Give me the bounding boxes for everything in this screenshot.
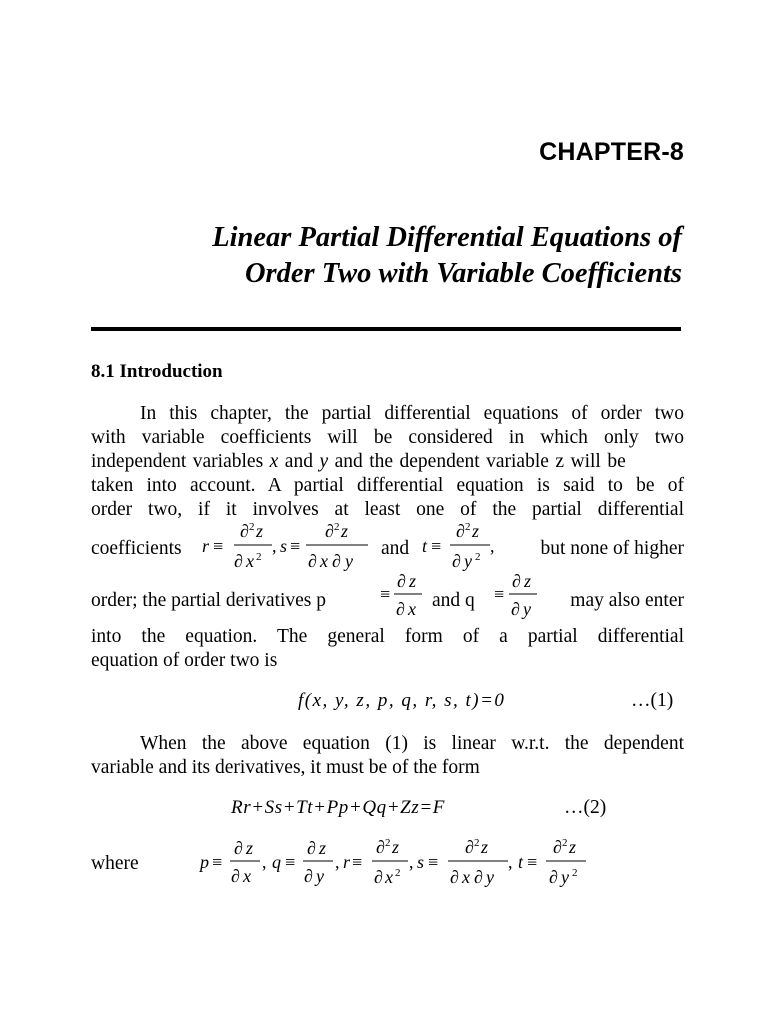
svg-text:∂: ∂ xyxy=(240,521,249,541)
svg-text:z: z xyxy=(246,838,254,858)
chapter-title-line-2: Order Two with Variable Coefficients xyxy=(244,258,682,289)
para1-line-1: In this chapter, the partial differential equations of order two xyxy=(140,403,684,424)
svg-text:,: , xyxy=(508,852,513,872)
svg-text:x: x xyxy=(408,599,416,619)
svg-text:≡: ≡ xyxy=(428,852,439,872)
svg-text:2: 2 xyxy=(256,551,262,563)
svg-text:2: 2 xyxy=(249,521,255,533)
equation-1: f(x, y, z, p, q, r, s, t)=0 xyxy=(298,690,506,711)
svg-text:∂: ∂ xyxy=(307,838,316,858)
svg-text:z: z xyxy=(472,521,480,541)
svg-text:≡: ≡ xyxy=(431,536,442,556)
para1-line-3-text-b: and the dependent variable z will be xyxy=(334,451,626,472)
svg-text:,: , xyxy=(262,852,267,872)
coefficients-text: coefficients xyxy=(91,538,182,559)
var-y: y xyxy=(319,451,329,472)
svg-text:≡: ≡ xyxy=(285,852,296,872)
chapter-title xyxy=(62,220,682,292)
and-text-1: and xyxy=(381,538,410,559)
svg-text:,: , xyxy=(272,536,277,556)
svg-text:q: q xyxy=(272,852,281,872)
order-text: order; the partial derivatives p xyxy=(91,590,326,611)
svg-text:2: 2 xyxy=(395,867,401,879)
svg-text:z: z xyxy=(392,837,400,857)
svg-text:∂: ∂ xyxy=(332,551,341,571)
section-heading: 8.1 Introduction xyxy=(91,361,223,382)
svg-text:≡: ≡ xyxy=(494,584,505,604)
where-definitions xyxy=(196,834,592,894)
var-x: x xyxy=(269,451,279,472)
svg-text:z: z xyxy=(409,572,417,591)
svg-text:≡: ≡ xyxy=(352,852,363,872)
svg-text:,: , xyxy=(490,536,495,556)
svg-text:y: y xyxy=(464,551,472,571)
svg-text:x: x xyxy=(243,866,251,886)
svg-text:∂: ∂ xyxy=(456,521,465,541)
equation-1-label: …(1) xyxy=(631,690,674,711)
svg-text:r: r xyxy=(343,852,351,872)
svg-text:∂: ∂ xyxy=(450,867,459,887)
svg-text:2: 2 xyxy=(385,837,391,849)
svg-text:∂: ∂ xyxy=(511,599,520,619)
svg-text:y: y xyxy=(316,866,324,886)
svg-text:∂: ∂ xyxy=(308,551,317,571)
para2-line-1: When the above equation (1) is linear w.r.t. the dependent xyxy=(140,733,684,754)
para1-line-3-text-a: independent variables xyxy=(91,451,264,472)
svg-text:x: x xyxy=(320,551,328,571)
svg-text:∂: ∂ xyxy=(397,572,406,591)
para1-line-2: with variable coefficients will be considered in which only two xyxy=(91,427,684,448)
svg-text:≡: ≡ xyxy=(212,852,223,872)
q-definition xyxy=(492,572,544,624)
svg-text:2: 2 xyxy=(474,837,480,849)
svg-text:∂: ∂ xyxy=(474,867,483,887)
svg-text:,: , xyxy=(335,852,340,872)
where-label: where xyxy=(91,853,139,874)
svg-text:2: 2 xyxy=(562,837,568,849)
chapter-label: CHAPTER-8 xyxy=(539,138,684,166)
para2-line-2: variable and its derivatives, it must be of the form xyxy=(91,757,480,778)
svg-text:y: y xyxy=(523,599,531,619)
and-q-text: and q xyxy=(432,590,475,611)
svg-text:2: 2 xyxy=(572,867,578,879)
math-s: s xyxy=(280,536,288,556)
svg-text:∂: ∂ xyxy=(452,551,461,571)
svg-text:z: z xyxy=(481,837,489,857)
svg-text:x: x xyxy=(462,867,470,887)
svg-text:∂: ∂ xyxy=(234,551,243,571)
svg-text:y: y xyxy=(486,867,494,887)
t-definition xyxy=(418,520,498,576)
para1-line-5: order two, if it involves at least one of the partial differential xyxy=(91,499,684,520)
equation-2: Rr+Ss+Tt+Pp+Qq+Zz=F xyxy=(231,797,445,818)
svg-text:z: z xyxy=(569,837,577,857)
svg-text:2: 2 xyxy=(465,521,471,533)
para1-line-3-and: and xyxy=(284,451,313,472)
svg-text:∂: ∂ xyxy=(549,867,558,887)
chapter-title-line-1: Linear Partial Differential Equations of xyxy=(212,222,682,253)
svg-text:p: p xyxy=(200,852,209,872)
svg-text:s: s xyxy=(417,852,425,872)
svg-text:≡: ≡ xyxy=(290,536,301,556)
svg-text:z: z xyxy=(319,838,327,858)
svg-text:x: x xyxy=(385,867,393,887)
svg-text:∂: ∂ xyxy=(325,521,334,541)
math-t: t xyxy=(422,536,428,556)
svg-text:∂: ∂ xyxy=(376,837,385,857)
svg-text:∂: ∂ xyxy=(396,599,405,619)
math-r: r xyxy=(202,536,210,556)
p-definition xyxy=(378,572,430,624)
may-also-text: may also enter xyxy=(570,590,684,611)
svg-text:∂: ∂ xyxy=(512,572,521,591)
para1-line-8: into the equation. The general form of a partial differential xyxy=(91,626,684,647)
title-rule xyxy=(91,327,681,331)
svg-text:z: z xyxy=(341,521,349,541)
para1-line-4: taken into account. A partial differential equation is said to be of xyxy=(91,475,684,496)
svg-text:x: x xyxy=(246,551,254,571)
svg-text:2: 2 xyxy=(475,551,481,563)
svg-text:≡: ≡ xyxy=(380,584,391,604)
svg-text:2: 2 xyxy=(334,521,340,533)
svg-text:∂: ∂ xyxy=(465,837,474,857)
para1-line-3 xyxy=(91,450,684,474)
svg-text:,: , xyxy=(409,852,414,872)
svg-text:∂: ∂ xyxy=(231,866,240,886)
svg-text:∂: ∂ xyxy=(553,837,562,857)
svg-text:∂: ∂ xyxy=(374,867,383,887)
svg-text:z: z xyxy=(256,521,264,541)
svg-text:∂: ∂ xyxy=(304,866,313,886)
svg-text:t: t xyxy=(518,852,524,872)
svg-text:≡: ≡ xyxy=(213,536,224,556)
r-s-definitions xyxy=(198,520,378,576)
svg-text:z: z xyxy=(524,572,532,591)
but-none-text: but none of higher xyxy=(540,538,684,559)
svg-text:y: y xyxy=(345,551,353,571)
para1-line-9: equation of order two is xyxy=(91,650,278,671)
svg-text:y: y xyxy=(561,867,569,887)
svg-text:≡: ≡ xyxy=(527,852,538,872)
svg-text:∂: ∂ xyxy=(234,838,243,858)
equation-2-label: …(2) xyxy=(564,797,607,818)
